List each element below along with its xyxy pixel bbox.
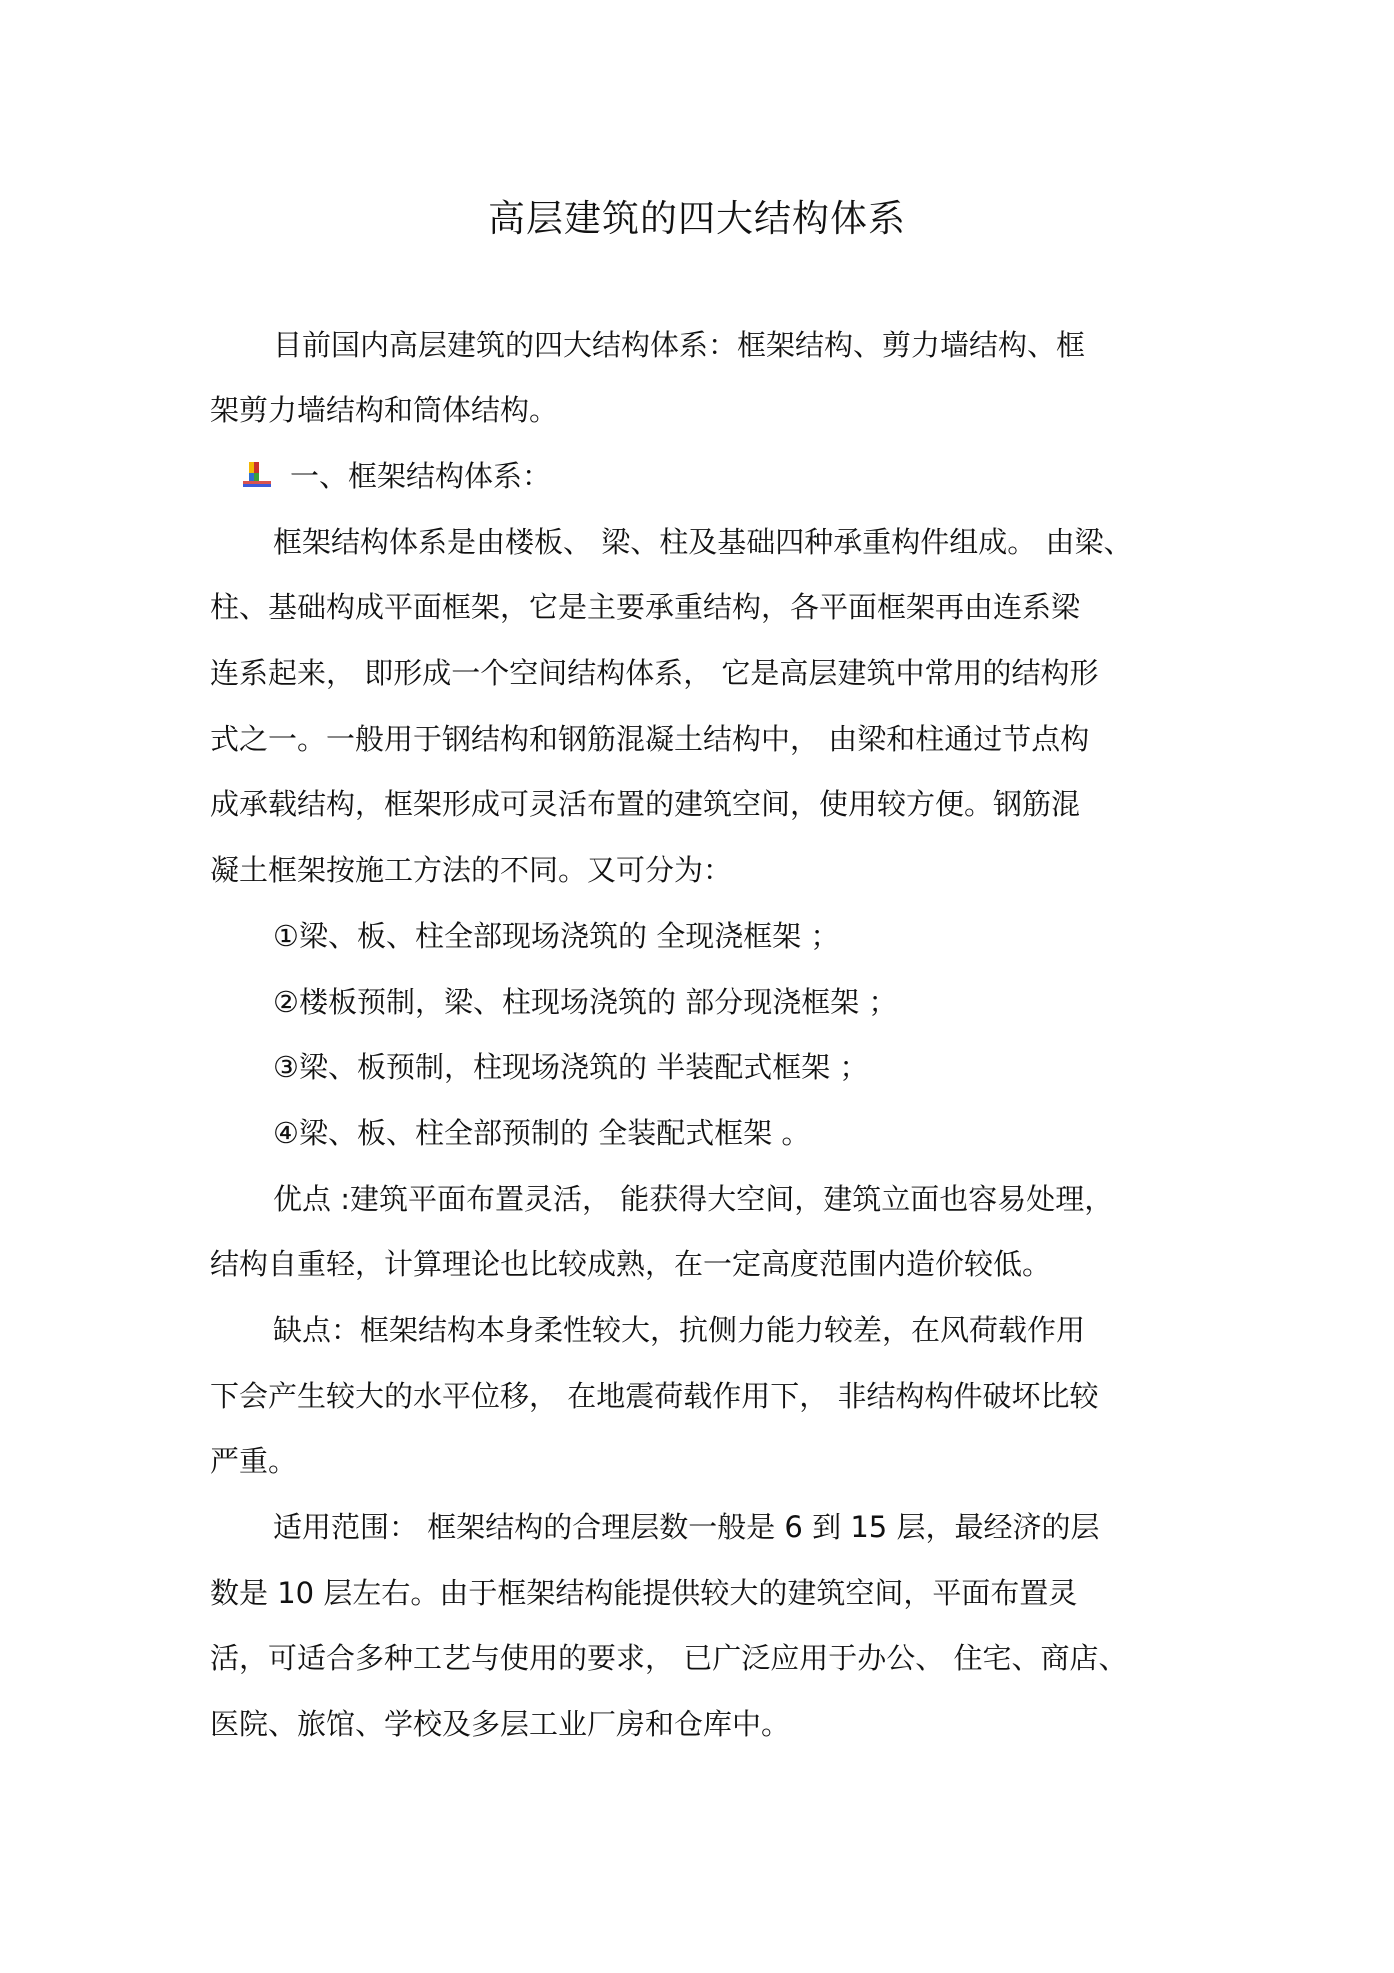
text-line: 框架结构体系是由楼板、 梁、柱及基础四种承重构件组成。 由梁、 [273,525,1133,559]
text-line: 目前国内高层建筑的四大结构体系：框架结构、剪力墙结构、框 [273,328,1086,362]
text-line: 医院、旅馆、学校及多层工业厂房和仓库中。 [210,1707,791,1741]
text-line: 连系起来， 即形成一个空间结构体系， 它是高层建筑中常用的结构形 [210,656,1099,690]
text-line: 数是 10 层左右。由于框架结构能提供较大的建筑空间，平面布置灵 [210,1576,1078,1610]
text-line: 适用范围： 框架结构的合理层数一般是 6 到 15 层，最经济的层 [273,1510,1100,1544]
text-line: 优点 :建筑平面布置灵活， 能获得大空间，建筑立面也容易处理， [273,1182,1114,1216]
text-line: 凝土框架按施工方法的不同。又可分为： [210,853,733,887]
list-item: ①梁、板、柱全部现场浇筑的 全现浇框架 ； [273,919,840,953]
text-line: 活，可适合多种工艺与使用的要求， 已广泛应用于办公、 住宅、商店、 [210,1641,1128,1675]
text-line: 式之一。一般用于钢结构和钢筋混凝土结构中， 由梁和柱通过节点构 [210,722,1090,756]
text-line: 严重。 [210,1444,298,1478]
list-item: ③梁、板预制，柱现场浇筑的 半装配式框架 ； [273,1050,869,1084]
text-line: 成承载结构，框架形成可灵活布置的建筑空间，使用较方便。钢筋混 [210,787,1081,821]
document-title: 高层建筑的四大结构体系 [488,197,906,240]
text-line: 柱、基础构成平面框架，它是主要承重结构，各平面框架再由连系梁 [210,590,1081,624]
section-heading: 一、框架结构体系： [290,459,552,493]
text-line: 下会产生较大的水平位移， 在地震荷载作用下， 非结构构件破坏比较 [210,1379,1099,1413]
text-line: 架剪力墙结构和筒体结构。 [210,393,559,427]
text-line: 结构自重轻，计算理论也比较成熟，在一定高度范围内造价较低。 [210,1247,1052,1281]
text-line: 缺点：框架结构本身柔性较大，抗侧力能力较差，在风荷载作用 [273,1313,1086,1347]
section-bullet-icon [243,462,271,488]
list-item: ④梁、板、柱全部预制的 全装配式框架 。 [273,1116,811,1150]
list-item: ②楼板预制，梁、柱现场浇筑的 部分现浇框架 ； [273,985,898,1019]
